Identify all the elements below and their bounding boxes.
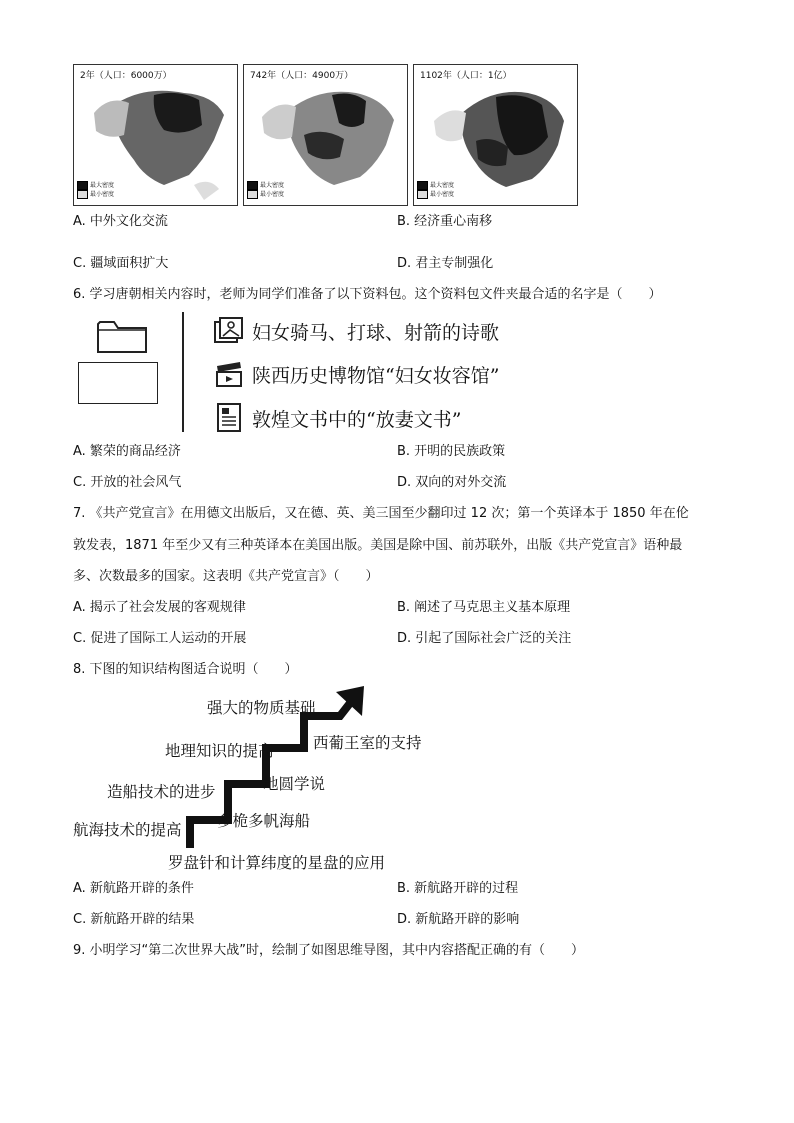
q5-option-d[interactable]: D. 君主专制强化 — [397, 256, 494, 271]
q9-stem: 9. 小明学习“第二次世界大战”时，绘制了如图思维导图，其中内容搭配正确的有（ ） — [73, 943, 585, 958]
stair-label-right-1: 西葡王室的支持 — [313, 734, 422, 752]
max-density-swatch — [77, 181, 88, 190]
q6-stem: 6. 学习唐朝相关内容时，老师为同学们准备了以下资料包。这个资料包文件夹最合适的名字是（ ） — [73, 287, 662, 302]
map-legend: 最大密度 最小密度 — [247, 181, 284, 199]
q5-option-b[interactable]: B. 经济重心南移 — [397, 214, 493, 229]
q6-option-d[interactable]: D. 双向的对外交流 — [397, 475, 507, 490]
q7-option-c[interactable]: C. 促进了国际工人运动的开展 — [73, 631, 247, 646]
q8-option-b[interactable]: B. 新航路开辟的过程 — [397, 881, 519, 896]
q7-option-b[interactable]: B. 阐述了马克思主义基本原理 — [397, 600, 571, 615]
population-map-3 — [413, 64, 578, 206]
population-map-1 — [73, 64, 238, 206]
q8-stem: 8. 下图的知识结构图适合说明（ ） — [73, 662, 298, 677]
stair-label-right-3: 多桅多帆海船 — [217, 812, 311, 830]
stair-label-bottom: 罗盘针和计算纬度的星盘的应用 — [168, 854, 386, 872]
video-clapper-icon — [214, 360, 244, 388]
q8-option-d[interactable]: D. 新航路开辟的影响 — [397, 912, 520, 927]
folder-name-box — [78, 362, 158, 404]
divider-line — [182, 312, 184, 432]
q7-option-a[interactable]: A. 揭示了社会发展的客观规律 — [73, 600, 246, 615]
q5-option-a[interactable]: A. 中外文化交流 — [73, 214, 168, 229]
map-caption: 2年（人口：6000万） — [80, 71, 172, 81]
min-density-swatch — [77, 190, 88, 199]
q7-stem-line-2: 敦发表，1871 年至少又有三种英译本在美国出版。美国是除中国、前苏联外，出版《共产党宣言》语种最 — [73, 538, 683, 553]
resource-item-poems: 妇女骑马、打球、射箭的诗歌 — [214, 317, 499, 345]
stair-label-left-2: 地理知识的提高 — [165, 742, 274, 760]
stair-label-left-4: 航海技术的提高 — [73, 821, 182, 839]
stair-label-left-1: 强大的物质基础 — [207, 699, 316, 717]
q7-stem-line-3: 多、次数最多的国家。这表明《共产党宣言》（ ） — [73, 569, 379, 584]
folder-icon — [96, 316, 150, 356]
resource-item-museum: 陕西历史博物馆“妇女妆容馆” — [214, 360, 499, 388]
q6-option-a[interactable]: A. 繁荣的商品经济 — [73, 444, 181, 459]
map-caption: 742年（人口：4900万） — [250, 71, 354, 81]
stair-label-left-3: 造船技术的进步 — [107, 783, 216, 801]
map-legend: 最大密度 最小密度 — [77, 181, 114, 199]
q8-option-a[interactable]: A. 新航路开辟的条件 — [73, 881, 194, 896]
q6-option-c[interactable]: C. 开放的社会风气 — [73, 475, 182, 490]
document-icon — [214, 403, 244, 433]
q7-stem-line-1: 7. 《共产党宣言》在用德文出版后，又在德、英、美三国至少翻印过 12 次；第一个英译本于 1850 年在伦 — [73, 506, 689, 521]
resource-item-document: 敦煌文书中的“放妻文书” — [214, 403, 461, 433]
q7-option-d[interactable]: D. 引起了国际社会广泛的关注 — [397, 631, 572, 646]
q6-option-b[interactable]: B. 开明的民族政策 — [397, 444, 506, 459]
q8-option-c[interactable]: C. 新航路开辟的结果 — [73, 912, 195, 927]
image-icon — [214, 317, 244, 345]
population-map-2 — [243, 64, 408, 206]
stair-label-right-2: 地圆学说 — [263, 775, 326, 793]
map-caption: 1102年（人口：1亿） — [420, 71, 512, 81]
q5-option-c[interactable]: C. 疆域面积扩大 — [73, 256, 169, 271]
map-legend: 最大密度 最小密度 — [417, 181, 454, 199]
